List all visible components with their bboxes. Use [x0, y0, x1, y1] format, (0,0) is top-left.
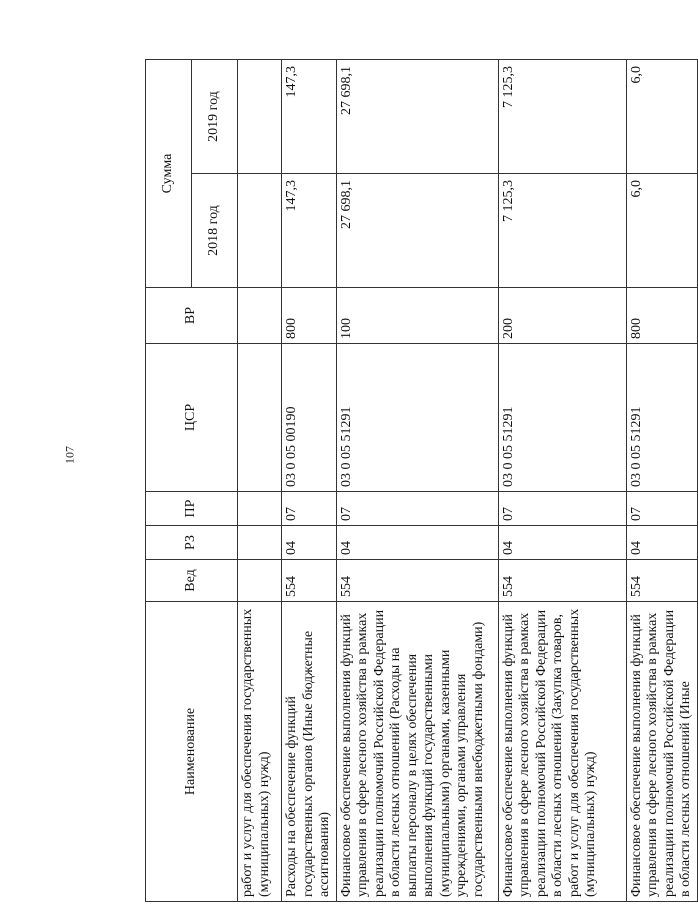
row-2019: [238, 60, 282, 174]
row-pr: [238, 492, 282, 526]
table-row: [626, 60, 697, 902]
row-csr: 03 0 05 51291: [626, 344, 697, 492]
header-vr: ВР: [146, 288, 238, 344]
row-name: Финансовое обеспечение выполнения функций управления в сфере лесного хозяйства в рамках реализации полномочий Российской Федерации в области лесных отношений (Расходы на выплаты персоналу в целях обеспечения выполнения функций государственными (муниципальными) органами, казенными учреждениями, органами управления государственными внебюджетными фондами): [336, 602, 498, 902]
table-row: [336, 60, 498, 902]
table-row: [238, 60, 282, 902]
header-pr: ПР: [146, 492, 238, 526]
row-2019: 147,3: [282, 60, 337, 174]
row-2018: 27 698,1: [336, 174, 498, 288]
header-summa: Сумма: [146, 60, 192, 288]
row-ved: 554: [336, 560, 498, 602]
row-2018: 7 125,3: [498, 174, 626, 288]
row-csr: [238, 344, 282, 492]
header-csr: ЦСР: [146, 344, 238, 492]
header-rz: РЗ: [146, 526, 238, 560]
row-vr: [238, 288, 282, 344]
row-2019: 27 698,1: [336, 60, 498, 174]
budget-table: [145, 59, 698, 902]
header-2019: 2019 год: [192, 60, 238, 174]
row-pr: 07: [336, 492, 498, 526]
header-2018: 2018 год: [192, 174, 238, 288]
row-name: Финансовое обеспечение выполнения функций управления в сфере лесного хозяйства в рамках реализации полномочий Российской Федерации в области лесных отношений (Закупка товаров, работ и услуг для обеспечения государственных (муниципальных) нужд): [498, 602, 626, 902]
row-2018: 6,0: [626, 174, 697, 288]
row-ved: [238, 560, 282, 602]
row-csr: 03 0 05 51291: [498, 344, 626, 492]
row-csr: 03 0 05 00190: [282, 344, 337, 492]
row-rz: 04: [626, 526, 697, 560]
row-vr: 800: [282, 288, 337, 344]
row-ved: 554: [282, 560, 337, 602]
row-2018: 147,3: [282, 174, 337, 288]
row-ved: 554: [498, 560, 626, 602]
table-row: [498, 60, 626, 902]
row-vr: 200: [498, 288, 626, 344]
row-name: работ и услуг для обеспечения государственных (муниципальных) нужд): [238, 602, 282, 902]
row-vr: 800: [626, 288, 697, 344]
row-rz: 04: [498, 526, 626, 560]
row-rz: 04: [282, 526, 337, 560]
row-name: Расходы на обеспечение функций государственных органов (Иные бюджетные ассигнования): [282, 602, 337, 902]
row-vr: 100: [336, 288, 498, 344]
row-rz: [238, 526, 282, 560]
row-pr: 07: [498, 492, 626, 526]
page-number: 107: [62, 446, 77, 464]
rotated-table-wrapper: [145, 60, 693, 902]
row-name: Финансовое обеспечение выполнения функций управления в сфере лесного хозяйства в рамках реализации полномочий Российской Федерации в области лесных отношений (Иные: [626, 602, 697, 902]
header-ved: Вед: [146, 560, 238, 602]
row-ved: 554: [626, 560, 697, 602]
row-2018: [238, 174, 282, 288]
row-pr: 07: [626, 492, 697, 526]
row-rz: 04: [336, 526, 498, 560]
row-csr: 03 0 05 51291: [336, 344, 498, 492]
row-pr: 07: [282, 492, 337, 526]
row-2019: 6,0: [626, 60, 697, 174]
header-name: Наименование: [146, 602, 238, 902]
table-row: [282, 60, 337, 902]
row-2019: 7 125,3: [498, 60, 626, 174]
